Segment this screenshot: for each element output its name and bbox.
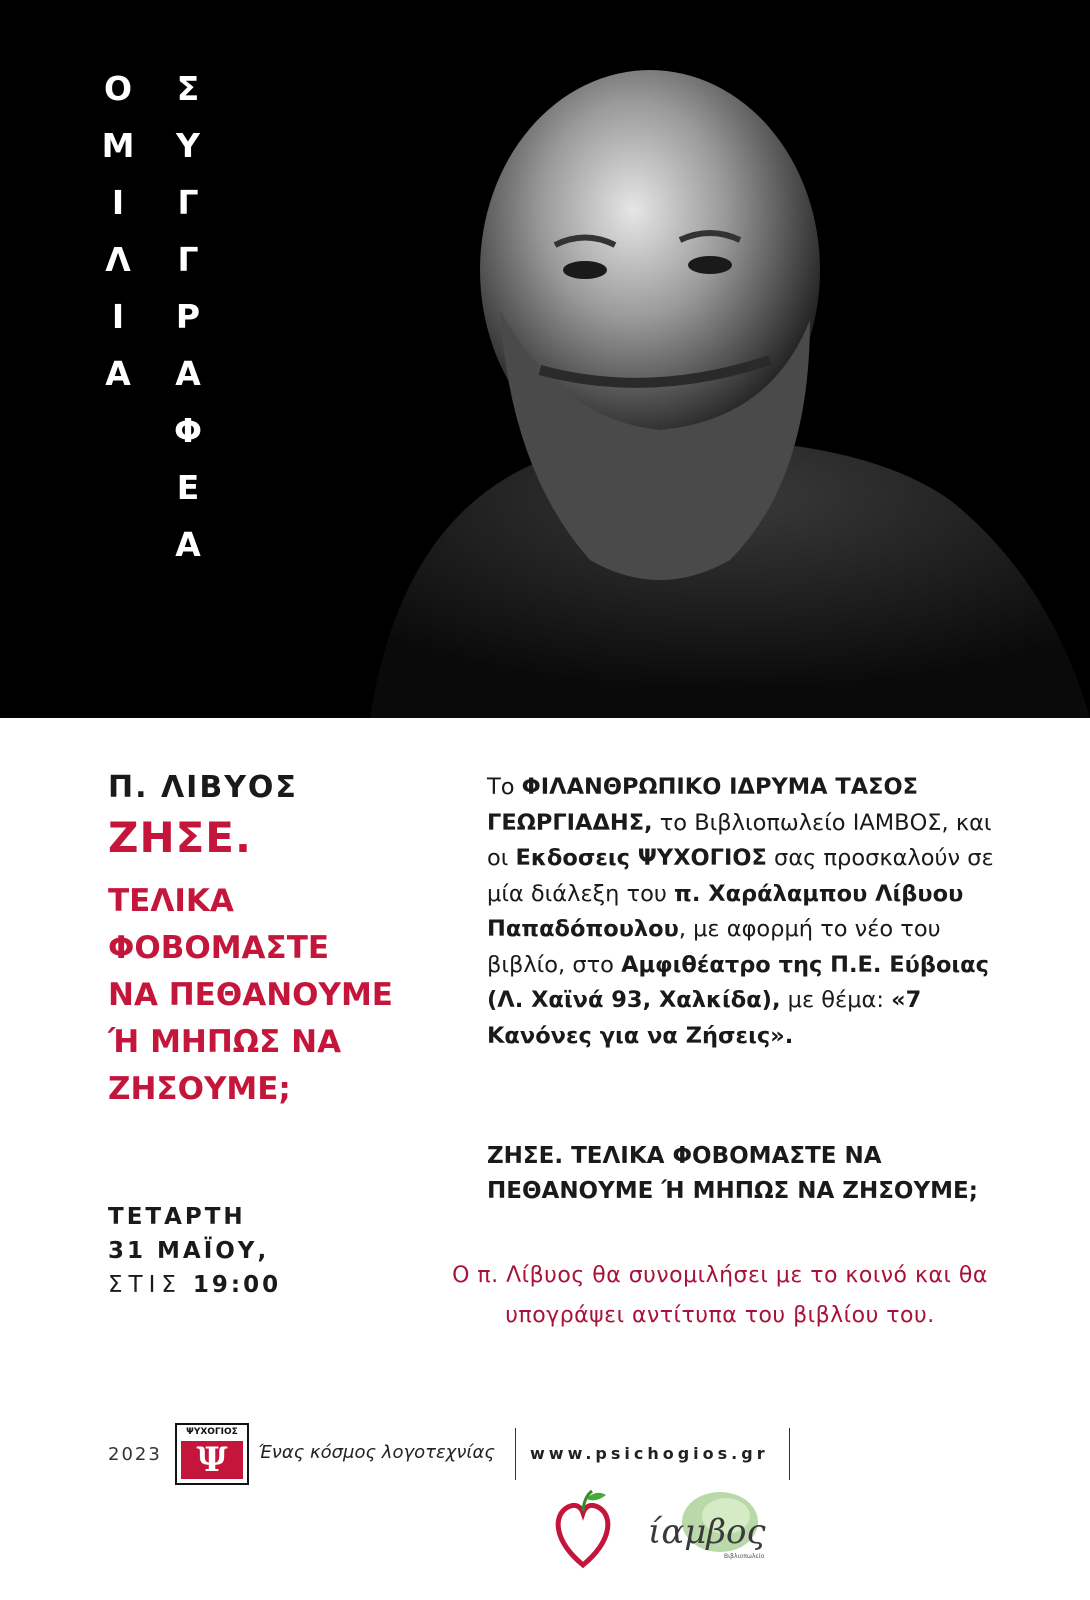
subtitle-line: ΦΟΒΟΜΑΣΤΕ [108, 930, 330, 966]
event-date [108, 1200, 281, 1302]
divider [789, 1428, 790, 1480]
book-subtitle [108, 878, 428, 1113]
author-portrait [330, 40, 1090, 718]
subtitle-line: ΤΕΛΙΚΑ [108, 883, 234, 919]
footer-url[interactable]: www.psichogios.gr [530, 1444, 769, 1463]
speaker-name: π. Χαράλαμπου Λίβυου Παπαδόπουλου [487, 880, 964, 942]
subtitle-line: ΝΑ ΠΕΘΑΝΟΥΜΕ [108, 977, 393, 1013]
letter: Α [175, 525, 201, 564]
iambos-subtitle: Βιβλιοπωλείο [724, 1553, 765, 1560]
subtitle-line: Ή ΜΗΠΩΣ ΝΑ [108, 1024, 342, 1060]
book-title: ΖΗΣΕ. [108, 813, 252, 862]
event-time-line [108, 1268, 281, 1302]
subtitle-line: ΖΗΣΟΥΜΕ; [108, 1071, 291, 1107]
letter: Λ [105, 240, 131, 279]
invitation-text [487, 770, 1007, 1054]
event-time: 19:00 [192, 1272, 282, 1298]
publisher-name: Εκδοσεις ΨΥΧΟΓΙΟΣ [515, 845, 767, 871]
letter: Υ [176, 126, 200, 165]
foundation-name: ΦΙΛΑΝΘΡΩΠΙΚΟ ΙΔΡΥΜΑ ΤΑΣΟΣ ΓΕΩΡΓΙΑΔΗΣ, [487, 774, 919, 836]
letter: Ρ [175, 297, 201, 336]
talk-topic: «7 Κανόνες για να Ζήσεις». [487, 987, 922, 1049]
letter: Ε [176, 468, 200, 507]
vertical-word-syggrafea [168, 60, 208, 573]
letter: Γ [177, 183, 199, 222]
letter: Φ [173, 411, 203, 450]
brand-name: ΨΥΧΟΓΙΟΣ [177, 1425, 247, 1439]
letter: Ι [111, 297, 125, 336]
event-day: ΤΕΤΑΡΤΗ [108, 1204, 246, 1230]
divider [515, 1428, 516, 1480]
letter: Ο [103, 69, 133, 108]
psi-icon: Ψ [181, 1441, 243, 1479]
venue: Αμφιθέατρο της Π.Ε. Εύβοιας (Λ. Χαϊνά 93, Χαλκίδα), [487, 951, 989, 1013]
iambos-logo-text: ίαμβος [648, 1512, 766, 1552]
closing-title: ΖΗΣΕ. ΤΕΛΙΚΑ ΦΟΒΟΜΑΣΤΕ ΝΑ ΠΕΘΑΝΟΥΜΕ Ή ΜΗΠΩΣ ΝΑ ΖΗΣΟΥΜΕ; [487, 1143, 978, 1204]
footer-year: 2023 [108, 1444, 162, 1465]
letter: Α [175, 354, 201, 393]
letter: Μ [101, 126, 135, 165]
text: σας προσκαλούν σε μία διάλεξη του [487, 845, 994, 907]
text: με θέμα: [780, 987, 892, 1013]
letter: Σ [176, 69, 200, 108]
event-date-text: 31 ΜΑΪΟΥ, [108, 1238, 270, 1264]
letter: Α [105, 354, 131, 393]
text: το Βιβλιοπωλείο ΙΑΜΒΟΣ, και οι [487, 809, 992, 871]
psichogios-logo [175, 1423, 249, 1485]
book-info [108, 770, 428, 1113]
event-at: ΣΤΙΣ [108, 1272, 182, 1298]
author-name: Π. ΛΙΒΥΟΣ [108, 770, 298, 805]
text: , με αφορμή το νέο του βιβλίο, στο [487, 916, 941, 978]
heart-apple-icon [548, 1485, 618, 1575]
letter: Ι [111, 183, 125, 222]
letter: Γ [177, 240, 199, 279]
footer-tagline: Ένας κόσμος λογοτεχνίας [258, 1442, 495, 1463]
signing-note: Ο π. Λίβυος θα συνομιλήσει με το κοινό και θα υπογράψει αντίτυπα του βιβλίου του. [452, 1263, 988, 1328]
hero-photo-section [0, 0, 1090, 718]
vertical-word-omilia [98, 60, 138, 402]
text: Το [487, 774, 522, 800]
